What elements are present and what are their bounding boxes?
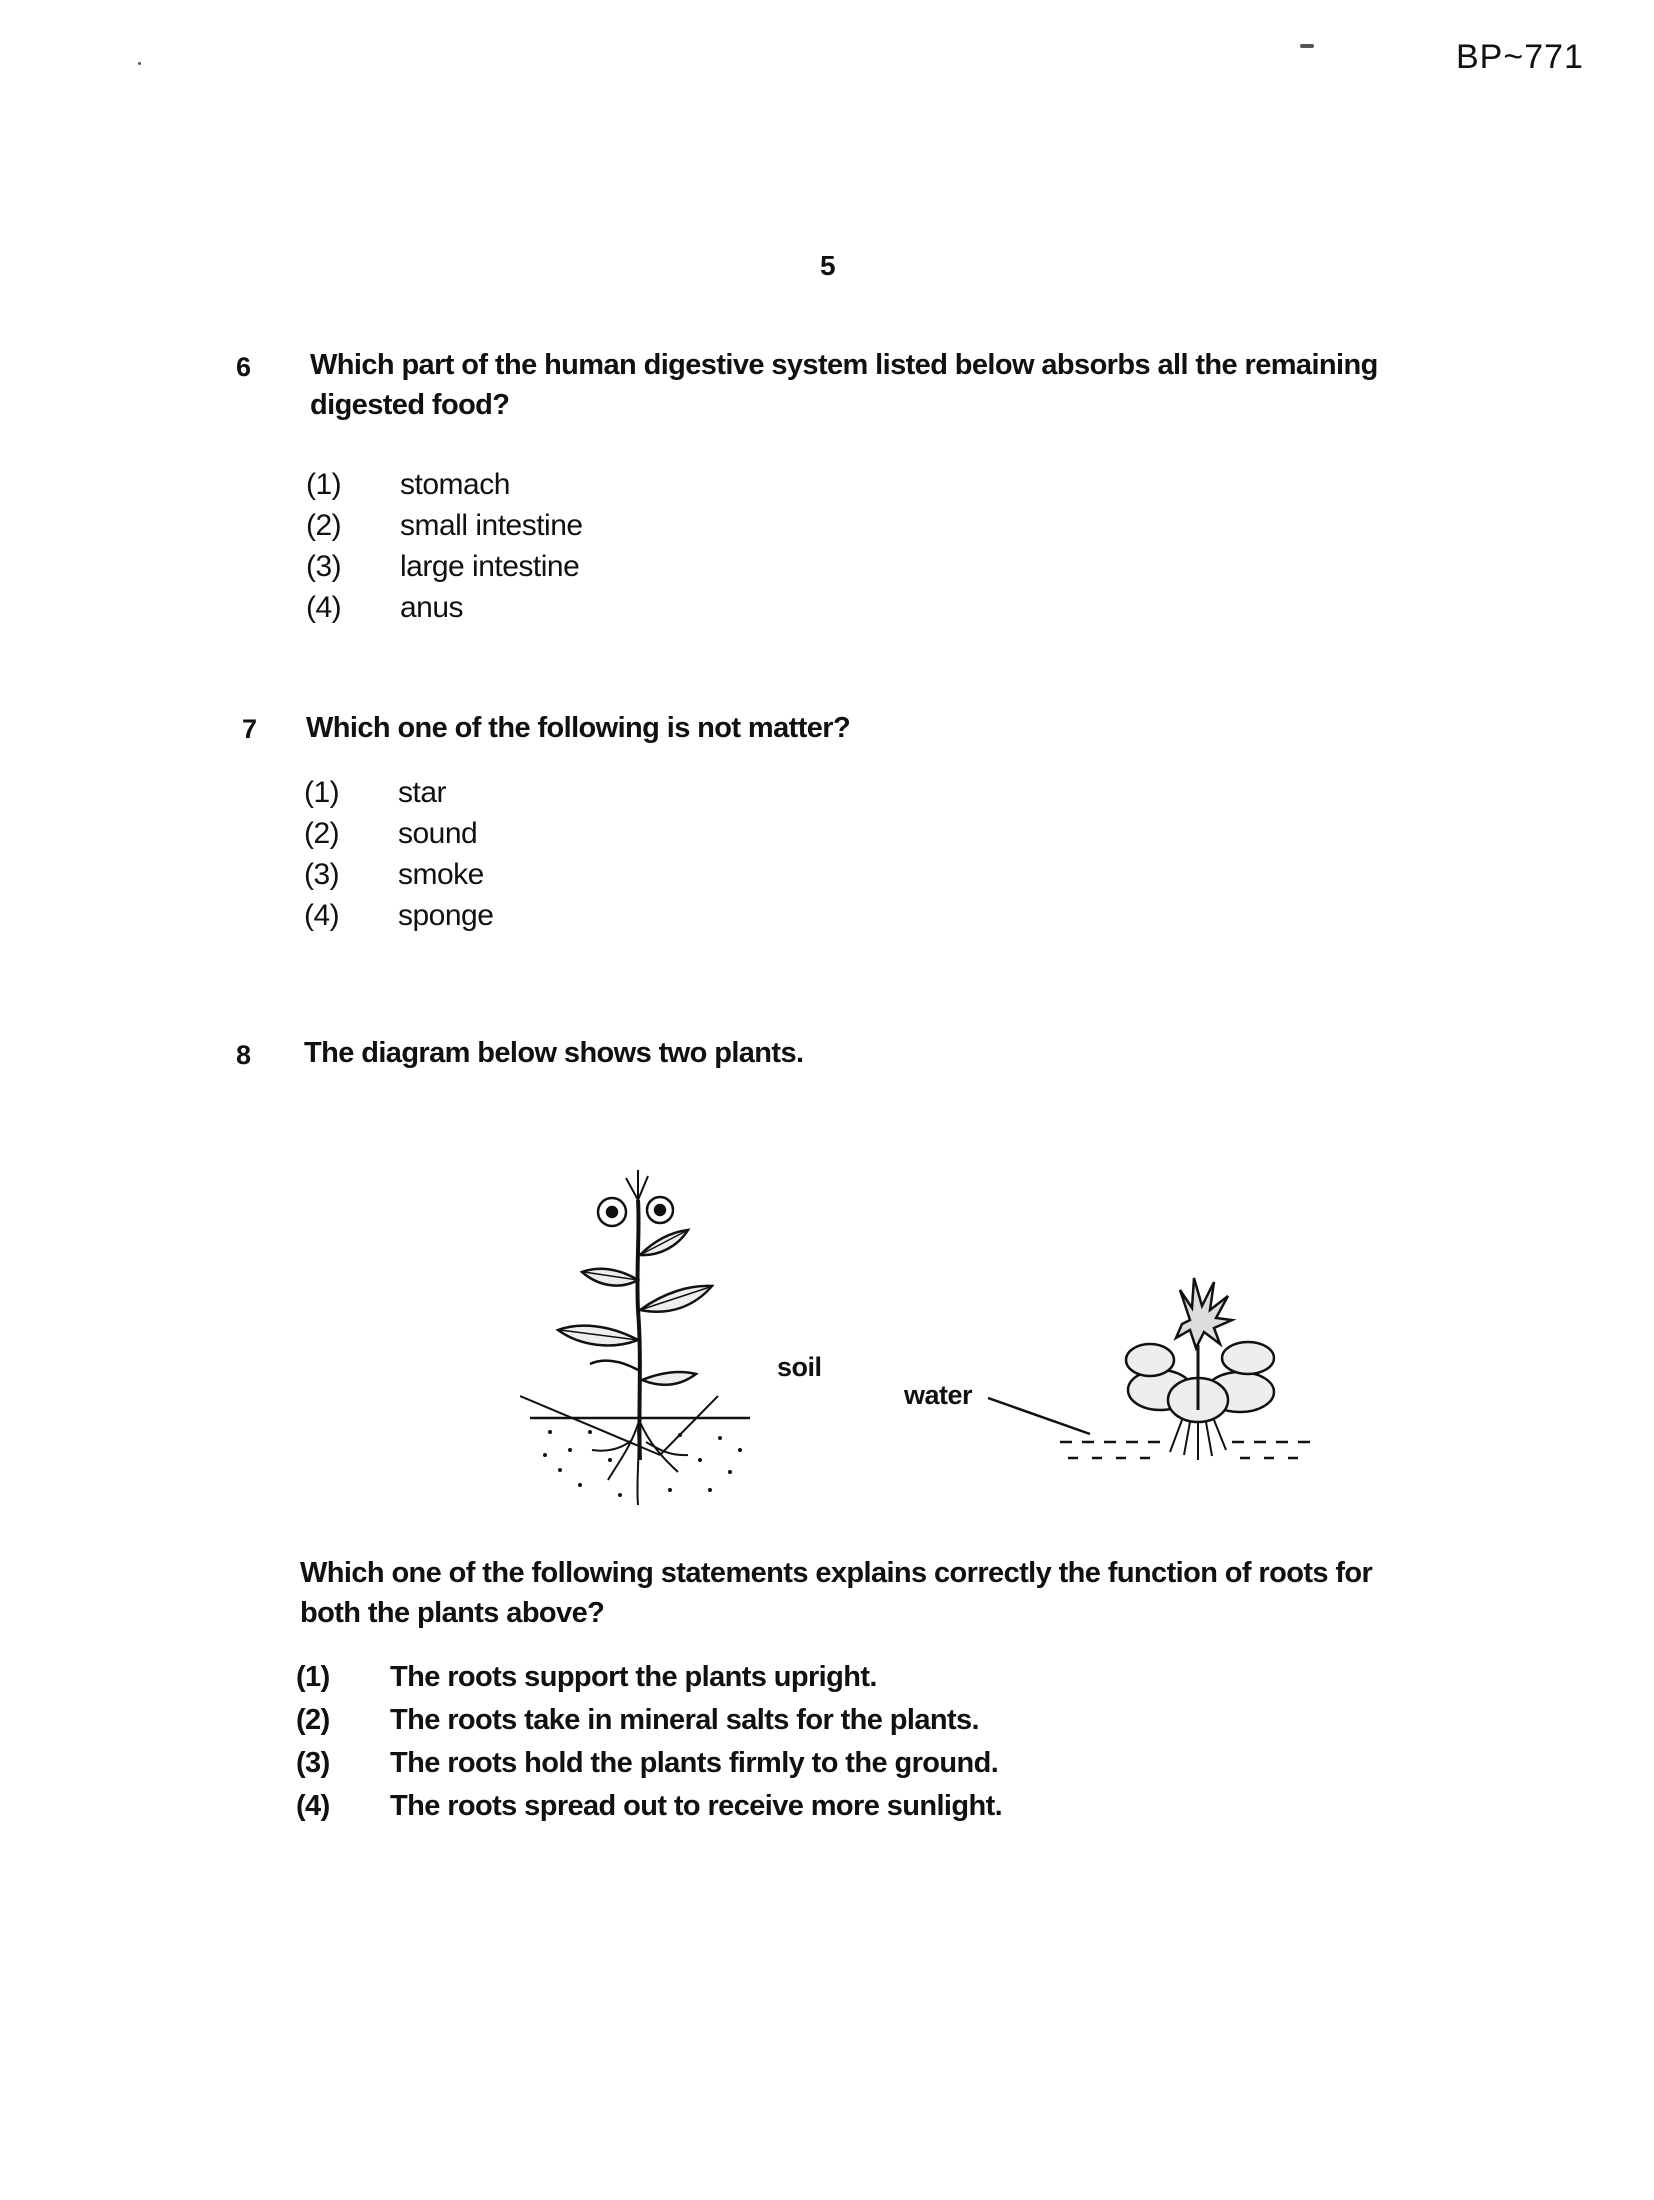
option-number: (4) <box>304 899 340 932</box>
option-text: The roots take in mineral salts for the plants. <box>390 1704 979 1736</box>
option <box>296 1742 1002 1785</box>
option-number: (4) <box>306 591 342 624</box>
question-number: 8 <box>236 1040 252 1070</box>
option-text: stomach <box>400 468 510 501</box>
option <box>306 587 583 628</box>
option-number: (2) <box>306 509 342 542</box>
option <box>296 1656 1002 1699</box>
scan-speck <box>1300 44 1314 48</box>
question-text: Which part of the human digestive system listed below absorbs all the remaining digested food? <box>310 349 1378 421</box>
option-number: (1) <box>296 1661 330 1693</box>
option-number: (4) <box>296 1790 330 1822</box>
option <box>304 772 493 813</box>
water-label: water <box>904 1380 973 1410</box>
option-text: smoke <box>398 858 484 891</box>
two-plants-diagram <box>520 1160 1320 1520</box>
soil-dots <box>543 1430 742 1497</box>
option-list <box>306 464 583 628</box>
water-plant <box>1126 1278 1274 1460</box>
option-text: sound <box>398 817 478 850</box>
option <box>304 854 493 895</box>
question-text: Which one of the following is not matter? <box>306 712 851 744</box>
option-number: (1) <box>306 468 342 501</box>
option-text: star <box>398 776 447 809</box>
followup-text-post: the plants above? <box>367 1597 605 1629</box>
scan-speck <box>138 62 141 65</box>
soil-pointer <box>660 1396 718 1455</box>
followup-text-pre: Which one of the following statements explains correctly the function of roots for <box>300 1557 1373 1589</box>
option-number: (2) <box>296 1704 330 1736</box>
option-text: large intestine <box>400 550 580 583</box>
option <box>306 546 583 587</box>
option <box>306 464 583 505</box>
option-text: sponge <box>398 899 494 932</box>
option <box>296 1699 1002 1742</box>
question-number: 6 <box>236 352 252 382</box>
option-number: (3) <box>296 1747 330 1779</box>
paper-code: BP~771 <box>1456 38 1584 76</box>
page-number: 5 <box>820 250 836 281</box>
option-text: The roots spread out to receive more sunlight. <box>390 1790 1003 1822</box>
question-text: The diagram below shows two plants. <box>304 1037 804 1069</box>
water-pointer <box>988 1398 1090 1434</box>
option <box>304 895 493 936</box>
question-followup <box>300 1553 1430 1633</box>
option-number: (1) <box>304 776 340 809</box>
option-text: The roots hold the plants firmly to the ground. <box>390 1747 999 1779</box>
option-list <box>304 772 493 936</box>
followup-emphasis: both <box>300 1597 361 1629</box>
option <box>296 1785 1002 1828</box>
option-number: (2) <box>304 817 340 850</box>
option-text: anus <box>400 591 464 624</box>
option <box>304 813 493 854</box>
option-text: small intestine <box>400 509 583 542</box>
question-number: 7 <box>242 714 258 744</box>
option-list <box>296 1656 1002 1828</box>
option <box>306 505 583 546</box>
soil-label: soil <box>777 1352 822 1382</box>
option-text: The roots support the plants upright. <box>390 1661 877 1693</box>
land-plant <box>520 1170 750 1505</box>
option-number: (3) <box>306 550 342 583</box>
option-number: (3) <box>304 858 340 891</box>
